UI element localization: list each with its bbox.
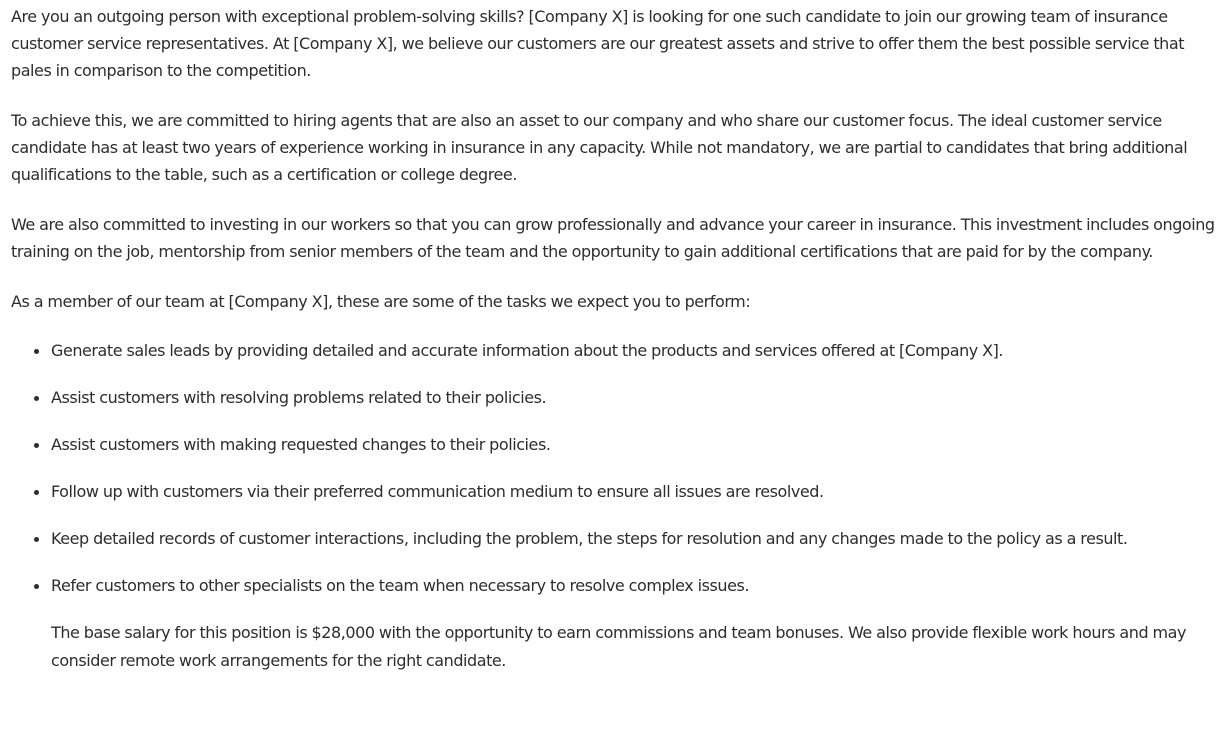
- bullet-icon: [34, 396, 39, 401]
- task-item-sales-leads: [51, 337, 1225, 364]
- investment-paragraph: We are also committed to investing in our workers so that you can grow professionally and advance your career in insurance. This investment includes ongoing training on the job, mentorship from senior members of the team and the opportunity to gain additional certifications that are paid for by the company.: [11, 215, 1215, 262]
- task-text: Refer customers to other specialists on the team when necessary to resolve complex issues.: [51, 576, 749, 596]
- intro-paragraph: Are you an outgoing person with exceptional problem-solving skills? [Company X] is looking for one such candidate to join our growing team of insurance customer service representatives. At [Company X], we believe our customers are our greatest assets and strive to offer them the best possible service that pales in comparison to the competition.: [11, 7, 1185, 81]
- task-item-resolve-problems: [51, 384, 1225, 411]
- task-item-follow-up: [51, 478, 1225, 505]
- task-text: Generate sales leads by providing detailed and accurate information about the products and services offered at [Company X].: [51, 341, 1004, 361]
- task-text: Keep detailed records of customer interactions, including the problem, the steps for resolution and any changes made to the policy as a result.: [51, 529, 1128, 549]
- task-item-policy-changes: [51, 431, 1225, 458]
- task-text: Assist customers with resolving problems related to their policies.: [51, 388, 547, 408]
- bullet-icon: [34, 349, 39, 354]
- task-text: Follow up with customers via their preferred communication medium to ensure all issues are resolved.: [51, 482, 824, 502]
- bullet-icon: [34, 443, 39, 448]
- task-list: [11, 337, 1225, 599]
- bullet-icon: [34, 490, 39, 495]
- task-item-refer-specialists: [51, 572, 1225, 599]
- salary-paragraph: The base salary for this position is $28,000 with the opportunity to earn commissions and team bonuses. We also provide flexible work hours and may consider remote work arrangements for the right candidate.: [51, 623, 1187, 670]
- tasks-intro-paragraph: As a member of our team at [Company X], these are some of the tasks we expect you to perform:: [11, 291, 751, 311]
- bullet-icon: [34, 584, 39, 589]
- bullet-icon: [34, 537, 39, 542]
- task-item-records: [51, 525, 1225, 552]
- task-text: Assist customers with making requested changes to their policies.: [51, 435, 551, 455]
- requirements-paragraph: To achieve this, we are committed to hiring agents that are also an asset to our company and who share our customer focus. The ideal customer service candidate has at least two years of experience working in insurance in any capacity. While not mandatory, we are partial to candidates that bring additional qualifications to the table, such as a certification or college degree.: [11, 111, 1188, 185]
